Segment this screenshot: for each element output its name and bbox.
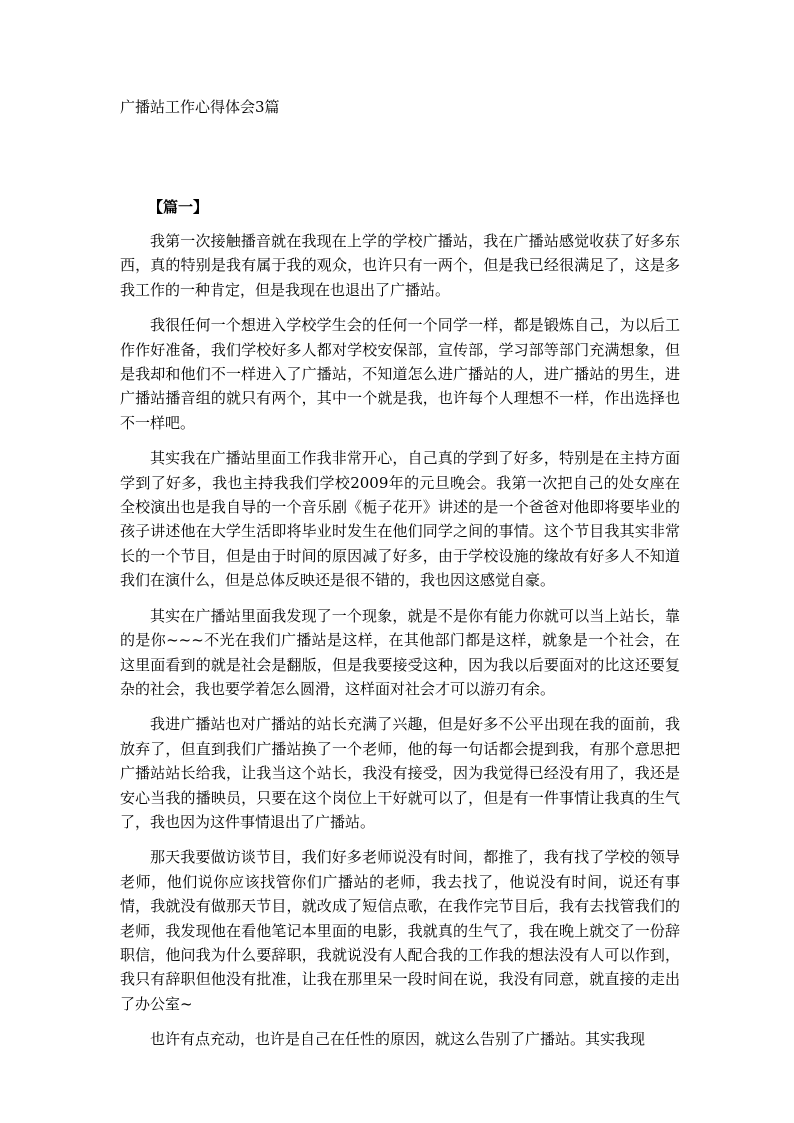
document-body — [120, 229, 680, 1063]
paragraph-1: 我第一次接触播音就在我现在上学的学校广播站，我在广播站感觉收获了好多东西，真的特别是我有属于我的观众，也许只有一两个，但是我已经很满足了，这是多我工作的一种肯定，但是我现在也退出了广播站。 — [120, 232, 680, 299]
paragraph-2: 我很任何一个想进入学校学生会的任何一个同学一样，都是锻炼自己，为以后工作作好准备，我们学校好多人都对学校安保部，宣传部，学习部等部门充满想象，但是我却和他们不一样进入了广播站，不知道怎么进广播站的人，进广播站的男生，进广播站播音组的就只有两个，其中一个就是我，也许每个人理想不一样，作出选择也不一样吧。 — [120, 316, 680, 432]
paragraph-6: 那天我要做访谈节目，我们好多老师说没有时间，都推了，我有找了学校的领导老师，他们说你应该找管你们广播站的老师，我去找了，他说没有时间，说还有事情，我就没有做那天节目，就改成了短信点歌，在我作完节目后，我有去找管我们的老师，我发现他在看他笔记本里面的电影，我就真的生气了，我在晚上就交了一份辞职信，他问我为什么要辞职，我就说没有人配合我的工作我的想法没有人可以作到，我只有辞职但他没有批准，让我在那里呆一段时间在说，我没有同意，就直接的走出了办公室~ — [120, 848, 680, 1013]
paragraph-7: 也许有点充动，也许是自己在任性的原因，就这么告别了广播站。其实我现 — [150, 1030, 646, 1049]
paragraph-4: 其实在广播站里面我发现了一个现象，就是不是你有能力你就可以当上站长，靠的是你~~~不光在我们广播站是这样，在其他部门都是这样，就象是一个社会，在这里面看到的就是社会是翻版，但是我要接受这种，因为我以后要面对的比这还要复杂的社会，我也要学着怎么圆滑，这样面对社会才可以游刃有余。 — [120, 606, 680, 698]
section-heading: 【篇一】 — [148, 198, 209, 216]
paragraph-5: 我进广播站也对广播站的站长充满了兴趣，但是好多不公平出现在我的面前，我放弃了，但直到我们广播站换了一个老师，他的每一句话都会提到我，有那个意思把广播站站长给我，让我当这个站长，我没有接受，因为我觉得已经没有用了，我还是安心当我的播映员，只要在这个岗位上干好就可以了，但是有一件事情让我真的生气了，我也因为这件事情退出了广播站。 — [120, 715, 680, 831]
paragraph-3: 其实我在广播站里面工作我非常开心，自己真的学到了好多，特别是在主持方面学到了好多，我也主持我我们学校2009年的元旦晚会。我第一次把自己的处女座在全校演出也是我自导的一个音乐剧《栀子花开》讲述的是一个爸爸对他即将要毕业的孩子讲述他在大学生活即将毕业时发生在他们同学之间的事情。这个节目我其实非常长的一个节目，但是由于时间的原因减了好多，由于学校设施的缘故有好多人不知道我们在演什么，但是总体反映还是很不错的，我也因这感觉自豪。 — [120, 449, 680, 590]
document-title: 广播站工作心得体会3篇 — [120, 98, 280, 116]
